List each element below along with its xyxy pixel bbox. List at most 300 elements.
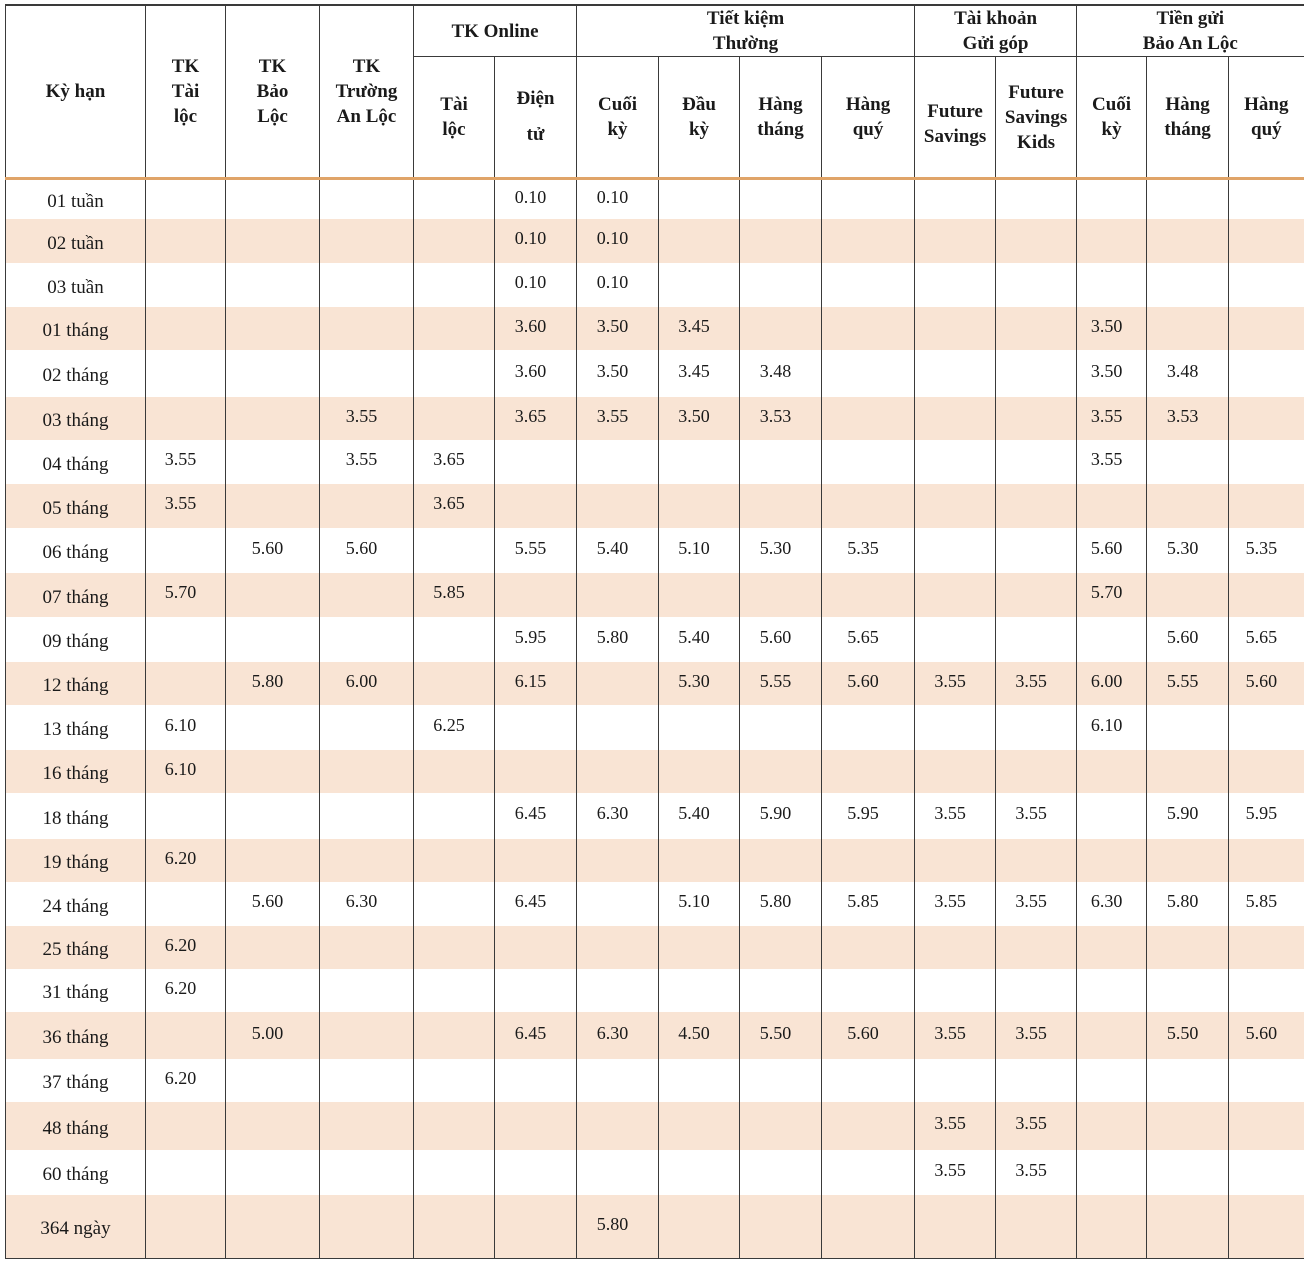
header-bal-cuoi-ky-line1: Cuối: [1092, 94, 1132, 115]
rate-cell: [146, 307, 226, 350]
rate-cell: [320, 793, 414, 839]
rate-cell: [915, 263, 996, 307]
rate-cell: 5.00: [226, 1012, 320, 1059]
rate-cell: [822, 179, 915, 219]
rate-cell: 6.45: [495, 1012, 577, 1059]
rate-cell: [146, 617, 226, 662]
rate-cell: 6.20: [146, 839, 226, 882]
rate-cell: [577, 440, 659, 484]
header-term-label: Kỳ hạn: [45, 81, 106, 102]
rate-cell: [740, 839, 822, 882]
rate-cell: 3.50: [577, 350, 659, 397]
rate-cell: 5.30: [659, 662, 740, 705]
rate-cell: [495, 440, 577, 484]
rate-cell: 5.40: [659, 793, 740, 839]
rate-cell: [226, 440, 320, 484]
header-online-tai-loc-line2: lộc: [442, 119, 466, 140]
term-cell: 48 tháng: [6, 1102, 146, 1150]
rate-cell: [320, 617, 414, 662]
header-term: [6, 6, 146, 179]
rate-cell: [1147, 705, 1229, 750]
rate-cell: [320, 179, 414, 219]
rate-cell: [320, 750, 414, 793]
rate-cell: [495, 1102, 577, 1150]
rate-cell: [577, 484, 659, 528]
rate-cell: [1229, 1195, 1304, 1259]
term-cell: 31 tháng: [6, 969, 146, 1012]
header-thuong-hang-quy-line2: quý: [852, 119, 884, 140]
header-bal-hang-quy-line2: quý: [1251, 119, 1282, 140]
term-cell: 04 tháng: [6, 440, 146, 484]
rate-cell: [659, 1102, 740, 1150]
rate-cell: [146, 528, 226, 573]
rate-cell: [146, 1012, 226, 1059]
rate-cell: [740, 1195, 822, 1259]
rate-cell: [577, 705, 659, 750]
header-group-gui-gop-line2: Gửi góp: [962, 33, 1029, 54]
rate-cell: [1229, 440, 1304, 484]
header-tk-bao-loc-line1: TK: [258, 56, 287, 77]
rate-cell: [1077, 1150, 1147, 1195]
term-cell: 02 tháng: [6, 350, 146, 397]
rate-cell: [414, 1195, 495, 1259]
rate-cell: [1147, 440, 1229, 484]
rate-cell: 0.10: [577, 219, 659, 263]
rate-cell: 3.50: [1077, 307, 1147, 350]
rate-cell: [226, 705, 320, 750]
header-tk-bao-loc-line2: Bảo: [256, 81, 289, 102]
rate-cell: 3.55: [1077, 440, 1147, 484]
header-future-savings-line2: Savings: [923, 126, 987, 147]
table-row: [6, 705, 1304, 750]
rate-cell: 3.55: [146, 440, 226, 484]
rate-cell: [1077, 617, 1147, 662]
rate-cell: 3.55: [320, 440, 414, 484]
interest-rate-table-container: [5, 5, 1303, 1259]
rate-cell: [822, 1195, 915, 1259]
rate-cell: 0.10: [577, 179, 659, 219]
rate-cell: 6.20: [146, 1059, 226, 1102]
rate-cell: [226, 1059, 320, 1102]
interest-rate-table: [5, 5, 1304, 1259]
table-row: [6, 484, 1304, 528]
rate-cell: [1229, 1150, 1304, 1195]
table-row: [6, 1195, 1304, 1259]
term-cell: 06 tháng: [6, 528, 146, 573]
header-online-tai-loc: [414, 57, 495, 179]
rate-cell: 5.70: [1077, 573, 1147, 617]
header-thuong-cuoi-ky: [577, 57, 659, 179]
rate-cell: 3.45: [659, 350, 740, 397]
rate-cell: [320, 1102, 414, 1150]
rate-cell: 5.50: [740, 1012, 822, 1059]
rate-cell: 0.10: [495, 263, 577, 307]
rate-cell: [577, 969, 659, 1012]
header-future-savings-kids: [996, 57, 1077, 179]
table-row: [6, 750, 1304, 793]
rate-cell: [1147, 573, 1229, 617]
rate-cell: [320, 1059, 414, 1102]
header-online-dien-tu-line1: Điện: [516, 88, 555, 109]
header-tk-truong-an-loc-line2: Trường: [335, 81, 398, 102]
header-bal-hang-thang: [1147, 57, 1229, 179]
rate-cell: [1229, 1102, 1304, 1150]
rate-cell: [1147, 219, 1229, 263]
rate-cell: 5.55: [495, 528, 577, 573]
header-tk-truong-an-loc-line3: An Lộc: [336, 106, 397, 127]
rate-cell: [915, 969, 996, 1012]
rate-cell: [996, 750, 1077, 793]
term-cell: 03 tháng: [6, 397, 146, 440]
rate-cell: [1147, 926, 1229, 969]
table-row: [6, 617, 1304, 662]
rate-cell: [226, 397, 320, 440]
header-thuong-dau-ky-line1: Đầu: [682, 94, 716, 115]
rate-cell: [915, 484, 996, 528]
rate-cell: [915, 440, 996, 484]
rate-cell: 6.10: [146, 705, 226, 750]
rate-cell: [1077, 1102, 1147, 1150]
rate-cell: [320, 263, 414, 307]
rate-cell: [1077, 793, 1147, 839]
rate-cell: 5.40: [659, 617, 740, 662]
rate-cell: [495, 484, 577, 528]
header-group-bao-an-loc: [1077, 6, 1304, 57]
rate-cell: 5.80: [740, 882, 822, 926]
rate-cell: 3.48: [1147, 350, 1229, 397]
header-tk-truong-an-loc-line1: TK: [352, 56, 381, 77]
table-row: [6, 1059, 1304, 1102]
rate-cell: [577, 750, 659, 793]
rate-cell: 3.55: [996, 793, 1077, 839]
rate-cell: [996, 926, 1077, 969]
rate-cell: [822, 1059, 915, 1102]
rate-cell: 5.95: [1229, 793, 1304, 839]
rate-cell: [1077, 484, 1147, 528]
header-bal-hang-thang-line2: tháng: [1164, 119, 1211, 140]
header-bal-hang-thang-line1: Hàng: [1165, 94, 1210, 115]
rate-cell: [740, 263, 822, 307]
rate-cell: [414, 307, 495, 350]
header-group-online: [414, 6, 577, 57]
rate-cell: [915, 573, 996, 617]
rate-cell: [414, 219, 495, 263]
rate-cell: [1147, 484, 1229, 528]
rate-cell: [1077, 839, 1147, 882]
rate-cell: [226, 350, 320, 397]
rate-cell: [915, 307, 996, 350]
rate-cell: 3.48: [740, 350, 822, 397]
rate-cell: [226, 179, 320, 219]
header-tk-truong-an-loc: [320, 6, 414, 179]
rate-cell: [146, 882, 226, 926]
rate-cell: 3.55: [915, 1102, 996, 1150]
rate-cell: 0.10: [577, 263, 659, 307]
rate-cell: [740, 573, 822, 617]
table-header: [6, 6, 1304, 179]
rate-cell: [740, 969, 822, 1012]
rate-cell: [996, 440, 1077, 484]
rate-cell: [996, 1059, 1077, 1102]
rate-cell: [915, 750, 996, 793]
rate-cell: 6.45: [495, 793, 577, 839]
rate-cell: [1229, 839, 1304, 882]
term-cell: 36 tháng: [6, 1012, 146, 1059]
rate-cell: [414, 882, 495, 926]
rate-cell: [414, 1059, 495, 1102]
term-cell: 01 tuần: [6, 179, 146, 219]
header-thuong-dau-ky-line2: kỳ: [688, 119, 710, 140]
rate-cell: 5.60: [822, 662, 915, 705]
rate-cell: [320, 705, 414, 750]
rate-cell: [822, 263, 915, 307]
rate-cell: [226, 926, 320, 969]
term-cell: 12 tháng: [6, 662, 146, 705]
rate-cell: [495, 705, 577, 750]
rate-cell: [1147, 1059, 1229, 1102]
rate-cell: 3.55: [915, 1150, 996, 1195]
term-cell: 25 tháng: [6, 926, 146, 969]
rate-cell: [915, 397, 996, 440]
rate-cell: [414, 750, 495, 793]
rate-cell: [915, 179, 996, 219]
rate-cell: [226, 793, 320, 839]
rate-cell: 5.60: [320, 528, 414, 573]
rate-cell: 3.55: [320, 397, 414, 440]
rate-cell: [1229, 750, 1304, 793]
rate-cell: [659, 839, 740, 882]
rate-cell: [822, 705, 915, 750]
rate-cell: [740, 1059, 822, 1102]
rate-cell: [146, 1150, 226, 1195]
rate-cell: [1077, 1059, 1147, 1102]
rate-cell: 3.55: [996, 882, 1077, 926]
rate-cell: 5.65: [1229, 617, 1304, 662]
rate-cell: 3.50: [1077, 350, 1147, 397]
rate-cell: [996, 617, 1077, 662]
header-online-tai-loc-line1: Tài: [440, 94, 468, 115]
rate-cell: [1229, 179, 1304, 219]
table-body: [6, 179, 1304, 1259]
rate-cell: [1077, 969, 1147, 1012]
rate-cell: [320, 219, 414, 263]
rate-cell: 5.55: [740, 662, 822, 705]
rate-cell: [996, 705, 1077, 750]
rate-cell: [146, 1195, 226, 1259]
rate-cell: [996, 1195, 1077, 1259]
rate-cell: [1077, 926, 1147, 969]
rate-cell: [915, 350, 996, 397]
rate-cell: [1229, 350, 1304, 397]
rate-cell: 5.10: [659, 882, 740, 926]
rate-cell: [915, 705, 996, 750]
rate-cell: [495, 1195, 577, 1259]
rate-cell: 5.80: [577, 617, 659, 662]
rate-cell: [915, 528, 996, 573]
header-thuong-hang-quy-line1: Hàng: [845, 94, 891, 115]
rate-cell: 3.53: [740, 397, 822, 440]
rate-cell: 5.60: [1147, 617, 1229, 662]
rate-cell: 3.55: [915, 662, 996, 705]
header-online-dien-tu: [495, 57, 577, 179]
rate-cell: 5.60: [1077, 528, 1147, 573]
rate-cell: 5.50: [1147, 1012, 1229, 1059]
rate-cell: [146, 219, 226, 263]
rate-cell: [414, 1012, 495, 1059]
table-row: [6, 969, 1304, 1012]
rate-cell: [1229, 484, 1304, 528]
rate-cell: [226, 617, 320, 662]
table-row: [6, 839, 1304, 882]
rate-cell: [577, 839, 659, 882]
rate-cell: [740, 750, 822, 793]
rate-cell: [146, 263, 226, 307]
rate-cell: 5.35: [1229, 528, 1304, 573]
rate-cell: [1229, 219, 1304, 263]
rate-cell: [740, 440, 822, 484]
rate-cell: 6.00: [1077, 662, 1147, 705]
rate-cell: [495, 969, 577, 1012]
rate-cell: [915, 926, 996, 969]
rate-cell: [226, 307, 320, 350]
rate-cell: [414, 1102, 495, 1150]
rate-cell: [822, 839, 915, 882]
rate-cell: [414, 617, 495, 662]
rate-cell: [320, 1012, 414, 1059]
rate-cell: [1147, 307, 1229, 350]
header-thuong-hang-thang: [740, 57, 822, 179]
header-tk-bao-loc: [226, 6, 320, 179]
term-cell: 18 tháng: [6, 793, 146, 839]
table-row: [6, 263, 1304, 307]
table-row: [6, 528, 1304, 573]
header-thuong-hang-quy: [822, 57, 915, 179]
table-row: [6, 662, 1304, 705]
rate-cell: 5.60: [1229, 1012, 1304, 1059]
rate-cell: [822, 484, 915, 528]
rate-cell: [996, 839, 1077, 882]
rate-cell: 5.80: [577, 1195, 659, 1259]
rate-cell: [915, 617, 996, 662]
rate-cell: [915, 1195, 996, 1259]
header-bal-cuoi-ky-line2: kỳ: [1101, 119, 1122, 140]
rate-cell: [414, 350, 495, 397]
rate-cell: [1229, 926, 1304, 969]
rate-cell: 3.50: [577, 307, 659, 350]
rate-cell: [226, 263, 320, 307]
rate-cell: [577, 882, 659, 926]
table-row: [6, 307, 1304, 350]
rate-cell: [996, 350, 1077, 397]
rate-cell: [414, 1150, 495, 1195]
rate-cell: [414, 263, 495, 307]
rate-cell: [226, 1195, 320, 1259]
term-cell: 02 tuần: [6, 219, 146, 263]
header-future-savings-kids-line2: Savings: [1004, 106, 1068, 128]
rate-cell: [226, 573, 320, 617]
header-tk-tai-loc-line2: Tài: [171, 81, 200, 102]
rate-cell: [1229, 307, 1304, 350]
rate-cell: 5.60: [822, 1012, 915, 1059]
rate-cell: 3.65: [414, 484, 495, 528]
header-future-savings-kids-line3: Kids: [1017, 131, 1056, 153]
rate-cell: [740, 705, 822, 750]
rate-cell: [414, 662, 495, 705]
rate-cell: [320, 307, 414, 350]
term-cell: 37 tháng: [6, 1059, 146, 1102]
header-online-dien-tu-line2: tử: [526, 124, 545, 145]
rate-cell: [146, 350, 226, 397]
header-group-thuong-line1: Tiết kiệm: [706, 8, 785, 29]
rate-cell: [996, 528, 1077, 573]
rate-cell: 3.55: [996, 1102, 1077, 1150]
rate-cell: [226, 1150, 320, 1195]
rate-cell: [1229, 969, 1304, 1012]
rate-cell: [226, 1102, 320, 1150]
rate-cell: 3.45: [659, 307, 740, 350]
rate-cell: [1077, 1012, 1147, 1059]
term-cell: 07 tháng: [6, 573, 146, 617]
rate-cell: 6.25: [414, 705, 495, 750]
header-thuong-dau-ky: [659, 57, 740, 179]
header-thuong-cuoi-ky-line2: kỳ: [607, 119, 628, 140]
rate-cell: [495, 926, 577, 969]
rate-cell: 6.20: [146, 926, 226, 969]
rate-cell: [996, 179, 1077, 219]
rate-cell: [996, 219, 1077, 263]
rate-cell: [740, 1102, 822, 1150]
header-thuong-hang-thang-line2: tháng: [757, 119, 804, 140]
rate-cell: 3.55: [915, 882, 996, 926]
rate-cell: [1077, 1195, 1147, 1259]
rate-cell: [226, 969, 320, 1012]
rate-cell: [495, 573, 577, 617]
rate-cell: [1229, 1059, 1304, 1102]
rate-cell: 3.65: [414, 440, 495, 484]
rate-cell: 5.90: [740, 793, 822, 839]
rate-cell: [226, 219, 320, 263]
rate-cell: [320, 350, 414, 397]
rate-cell: [740, 1150, 822, 1195]
rate-cell: 6.10: [146, 750, 226, 793]
rate-cell: [659, 219, 740, 263]
header-group-gui-gop: [915, 6, 1077, 57]
rate-cell: [1229, 705, 1304, 750]
header-tk-tai-loc: [146, 6, 226, 179]
rate-cell: [146, 1102, 226, 1150]
rate-cell: 5.35: [822, 528, 915, 573]
rate-cell: [659, 1059, 740, 1102]
rate-cell: [146, 793, 226, 839]
table-row: [6, 1102, 1304, 1150]
rate-cell: 6.00: [320, 662, 414, 705]
rate-cell: [1147, 263, 1229, 307]
rate-cell: [740, 179, 822, 219]
header-tk-tai-loc-line1: TK: [171, 56, 200, 77]
rate-cell: [577, 662, 659, 705]
table-row: [6, 219, 1304, 263]
rate-cell: 6.30: [1077, 882, 1147, 926]
rate-cell: 3.55: [996, 662, 1077, 705]
term-cell: 16 tháng: [6, 750, 146, 793]
rate-cell: [320, 484, 414, 528]
rate-cell: 3.55: [1077, 397, 1147, 440]
rate-cell: 5.10: [659, 528, 740, 573]
rate-cell: 6.20: [146, 969, 226, 1012]
header-future-savings-line1: Future: [927, 101, 983, 122]
table-row: [6, 573, 1304, 617]
rate-cell: 5.60: [226, 882, 320, 926]
